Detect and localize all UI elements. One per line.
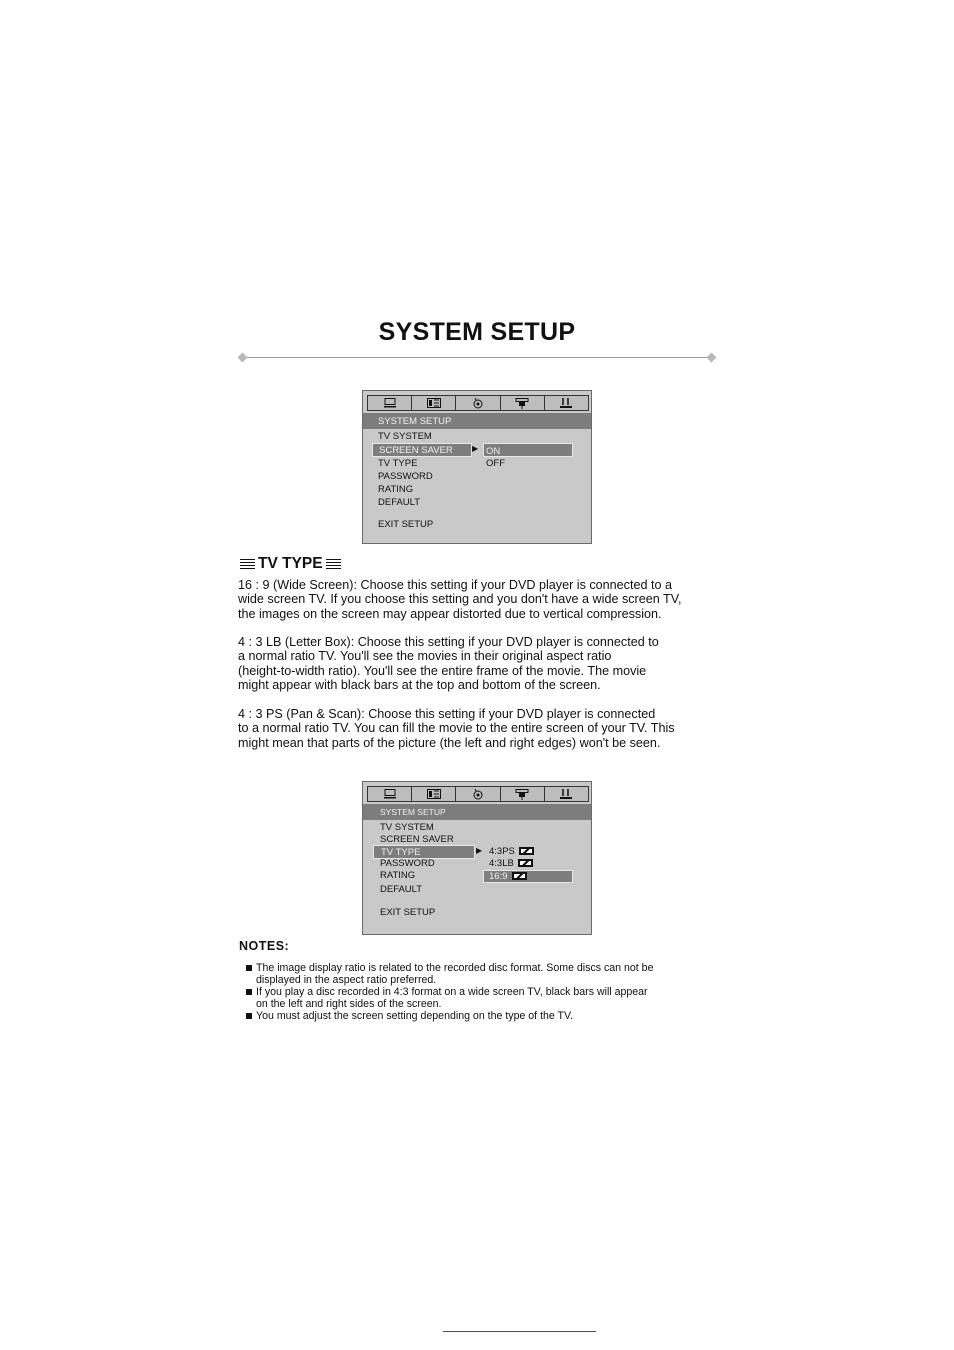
option-4-3-lb-label: 4:3LB: [489, 858, 514, 869]
option-16-9-label: 16:9: [489, 871, 508, 882]
menu-item-rating[interactable]: RATING: [378, 484, 414, 495]
option-off[interactable]: OFF: [486, 458, 505, 469]
tab-system[interactable]: [368, 787, 412, 801]
paragraph-pan-scan: [238, 707, 738, 750]
section-heading: [237, 555, 344, 573]
osd-band-label: SYSTEM SETUP: [380, 807, 446, 817]
monitor-icon: [384, 398, 396, 408]
pan-scan-icon: [519, 847, 534, 855]
paragraph-letter-box: [238, 635, 738, 693]
paragraph-line: wide screen TV. If you choose this setting and you don't have a wide screen TV,: [238, 592, 682, 607]
note-line: You must adjust the screen setting depending on the type of the TV.: [256, 1010, 574, 1022]
title-divider: [238, 353, 716, 363]
note-line: The image display ratio is related to the recorded disc format. Some discs can not be: [256, 962, 654, 974]
audio-icon: [472, 398, 484, 409]
divider-diamond-right-icon: [707, 353, 717, 363]
tab-preference[interactable]: [545, 787, 588, 801]
section-heading-text: TV TYPE: [258, 555, 323, 572]
wide-screen-icon: [512, 872, 527, 880]
footer-link-underline[interactable]: [443, 1331, 596, 1332]
note-item: [246, 986, 726, 1010]
menu-item-screen-saver[interactable]: SCREEN SAVER: [380, 834, 454, 845]
menu-item-screen-saver[interactable]: [372, 443, 472, 457]
osd-band: [363, 804, 591, 820]
letter-box-icon: [518, 859, 533, 867]
tab-system[interactable]: [368, 396, 412, 410]
preference-icon: [560, 789, 572, 799]
bullet-square-icon: [246, 1013, 252, 1019]
paragraph-line: 4 : 3 LB (Letter Box): Choose this setting if your DVD player is connected to: [238, 635, 659, 649]
menu-item-exit-setup[interactable]: EXIT SETUP: [380, 907, 436, 918]
menu-item-screen-saver-label: SCREEN SAVER: [379, 445, 453, 456]
osd-menu-tv-type: [362, 781, 592, 935]
menu-item-tv-system[interactable]: TV SYSTEM: [378, 431, 432, 442]
tab-language[interactable]: [412, 787, 456, 801]
option-4-3-ps[interactable]: [489, 846, 534, 857]
menu-item-default[interactable]: DEFAULT: [378, 497, 421, 508]
menu-item-tv-type[interactable]: TV TYPE: [378, 458, 418, 469]
menu-item-rating[interactable]: RATING: [380, 870, 416, 881]
menu-item-tv-system[interactable]: TV SYSTEM: [380, 822, 434, 833]
note-line: displayed in the aspect ratio preferred.: [256, 974, 437, 986]
tab-preference[interactable]: [545, 396, 588, 410]
language-icon: [427, 398, 441, 408]
option-on[interactable]: ON: [486, 446, 501, 457]
note-item: [246, 1010, 726, 1022]
menu-item-tv-type[interactable]: [373, 845, 475, 859]
tab-video[interactable]: [501, 787, 545, 801]
notes-title: NOTES:: [239, 939, 290, 953]
paragraph-wide-screen: [238, 578, 738, 621]
paragraph-line: 16 : 9 (Wide Screen): Choose this setting if your DVD player is connected to a: [238, 578, 672, 592]
osd-tab-bar: [367, 786, 589, 802]
paragraph-line: the images on the screen may appear distorted due to vertical compression.: [238, 606, 662, 621]
divider-diamond-left-icon: [238, 353, 248, 363]
paragraph-line: to a normal ratio TV. You can fill the movie to the entire screen of your TV. This: [238, 721, 675, 736]
menu-item-password[interactable]: PASSWORD: [378, 471, 433, 482]
submenu-arrow-icon: ▶: [472, 444, 479, 453]
note-item: [246, 962, 726, 986]
tab-audio[interactable]: [456, 396, 500, 410]
option-16-9[interactable]: [489, 871, 527, 882]
paragraph-line: a normal ratio TV. You'll see the movies in their original aspect ratio: [238, 649, 612, 664]
osd-menu-screen-saver: [362, 390, 592, 544]
option-4-3-lb[interactable]: [489, 858, 533, 869]
osd-band-label: SYSTEM SETUP: [378, 416, 452, 427]
option-4-3-ps-label: 4:3PS: [489, 846, 515, 857]
video-icon: [515, 789, 529, 800]
menu-item-exit-setup[interactable]: EXIT SETUP: [378, 519, 434, 530]
osd-band: [363, 413, 591, 429]
menu-item-password[interactable]: PASSWORD: [380, 858, 435, 869]
paragraph-line: (height-to-width ratio). You'll see the entire frame of the movie. The movie: [238, 663, 647, 678]
video-icon: [515, 398, 529, 409]
osd-tab-bar: [367, 395, 589, 411]
notes-list: [246, 962, 726, 1022]
note-line: If you play a disc recorded in 4:3 format on a wide screen TV, black bars will appear: [256, 986, 648, 998]
tab-video[interactable]: [501, 396, 545, 410]
paragraph-line: might appear with black bars at the top and bottom of the screen.: [238, 678, 601, 693]
note-line: on the left and right sides of the screen.: [256, 998, 442, 1010]
tab-audio[interactable]: [456, 787, 500, 801]
submenu-arrow-icon: ▶: [476, 846, 483, 855]
tab-language[interactable]: [412, 396, 456, 410]
menu-item-default[interactable]: DEFAULT: [380, 884, 423, 895]
bullet-square-icon: [246, 989, 252, 995]
audio-icon: [472, 789, 484, 800]
paragraph-line: 4 : 3 PS (Pan & Scan): Choose this setting if your DVD player is connected: [238, 707, 656, 721]
heading-lines-icon: [326, 559, 341, 569]
monitor-icon: [384, 789, 396, 799]
page-title: SYSTEM SETUP: [378, 318, 576, 346]
preference-icon: [560, 398, 572, 408]
paragraph-line: might mean that parts of the picture (the left and right edges) won't be seen.: [238, 735, 661, 750]
language-icon: [427, 789, 441, 799]
menu-item-tv-type-label: TV TYPE: [381, 847, 421, 858]
heading-lines-icon: [240, 559, 255, 569]
bullet-square-icon: [246, 965, 252, 971]
